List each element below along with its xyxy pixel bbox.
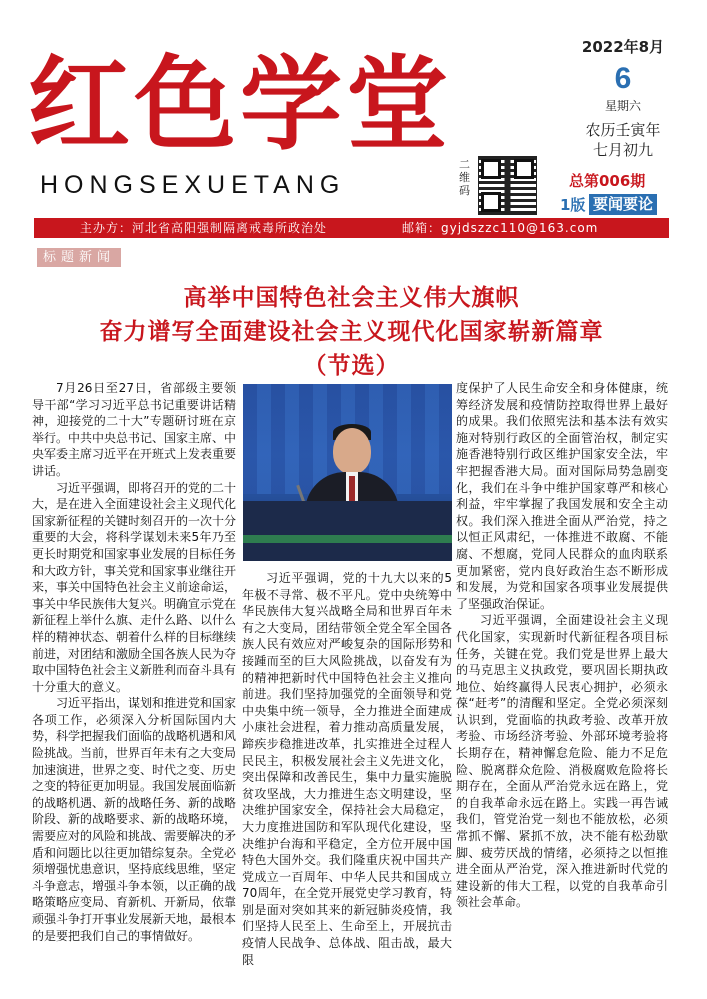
masthead-pinyin: HONGSEXUETANG xyxy=(40,171,346,199)
paragraph: 习近平强调，即将召开的党的二十大，是在进入全面建设社会主义现代化国家新征程的关键时刻召开的一次十分重要的大会，将科学谋划未来5年乃至更长时期党和国家事业发展的目标任务和大政方针，事关党和国家事业继往开来，事关中国特色社会主义前途命运，事关中华民族伟大复兴。明确宣示党在新征程上举什么旗、走什么路、以什么样的精神状态、朝着什么样的目标继续前进，对团结和激励全国各族人民为夺取中国特色社会主义新胜利而奋斗具有十分重大的意义。 xyxy=(32,480,237,694)
sponsor-text: 主办方：河北省高阳强制隔离戒毒所政治处 xyxy=(80,221,328,235)
lunar-date: 七月初九 xyxy=(592,141,653,159)
paragraph: 习近平强调，全面建设社会主义现代化国家，实现新时代新征程各项目标任务，关键在党。我们党是世界上最大的马克思主义执政党，要巩固长期执政地位、始终赢得人民衷心拥护，必须永葆“赶考”的清醒和坚定。全党必须深刻认识到，党面临的执政考验、改革开放考验、市场经济考验、外部环境考验将长期存在，精神懈怠危险、能力不足危险、脱离群众危险、消极腐败危险将长期存在，全面从严治党永远在路上，党的自我革命永远在路上。实践一再告诫我们，管党治党一刻也不能放松，必须常抓不懈、紧抓不放，决不能有松劲歇脚、疲劳厌战的情绪，必须持之以恒推进全面从严治党，深入推进新时代党的建设新的伟大工程，以党的自我革命引领社会革命。 xyxy=(456,613,668,910)
paragraph: 习近平指出，谋划和推进党和国家各项工作，必须深入分析国际国内大势，科学把握我们面临的战略机遇和风险挑战。当前，世界百年未有之大变局加速演进，世界之变、时代之变、历史之变的特征更加明显。我国发展面临新的战略机遇、新的战略任务、新的战略阶段、新的战略要求、新的战略环境，需要应对的风险和挑战、需要解决的矛盾和问题比以往更加错综复杂。全党必须增强忧患意识，坚持底线思维，坚定斗争意志，增强斗争本领，以正确的战略策略应变局、育新机、开新局，依靠顽强斗争打开事业发展新天地，最根本的是要把我们自己的事情做好。 xyxy=(32,696,237,943)
portrait-photo xyxy=(243,384,452,561)
masthead-title: 红色学堂 xyxy=(28,45,452,165)
weekday: 星期六 xyxy=(604,99,641,113)
paragraph: 习近平强调，党的十九大以来的5年极不寻常、极不平凡。党中央统筹中华民族伟大复兴战略全局和世界百年未有之大变局，团结带领全党全军全国各族人民有效应对严峻复杂的国际形势和接踵而至的巨大风险挑战，以奋发有为的精神把新时代中国特色社会主义推向前进。我们坚持加强党的全面领导和党中央集中统一领导，全力推进全面建成小康社会进程，着力推动高质量发展，蹄疾步稳推进改革，扎实推进全过程人民民主，积极发展社会主义先进文化，突出保障和改善民生，集中力量实施脱贫攻坚战，大力推进生态文明建设，坚决维护国家安全，保持社会大局稳定，大力度推进国防和军队现代化建设，坚决维护台海和平稳定，全方位开展中国特色大国外交。我们隆重庆祝中国共产党成立一百周年、中华人民共和国成立70周年，在全党开展党史学习教育，特别是面对突如其来的新冠肺炎疫情，我们坚持人民至上、生命至上，开展抗击疫情人民战争、总体战、阻击战，最大限 xyxy=(242,571,452,967)
date-year-month: 2022年8月 xyxy=(581,38,665,56)
headline-line-1: 高举中国特色社会主义伟大旗帜 xyxy=(183,285,520,311)
headline-line-3: （节选） xyxy=(303,353,400,379)
email-text: 邮箱：gyjdszzc110@163.com xyxy=(402,221,599,235)
paragraph: 度保护了人民生命安全和身体健康，统筹经济发展和疫情防控取得世界上最好的成果。我们依照宪法和基本法有效实施对特别行政区的全面管治权，制定实施香港特别行政区维护国家安全法，牢牢把握香港大局。面对国际局势急剧变化，我们在斗争中维护国家尊严和核心利益，牢牢掌握了我国发展和安全主动权。我们深入推进全面从严治党，持之以恒正风肃纪，一体推进不敢腐、不能腐、不想腐，党同人民群众的血肉联系更加紧密，党内良好政治生态不断形成和发展，为党和国家各项事业发展提供了坚强政治保证。 xyxy=(456,381,668,611)
paragraph: 7月26日至27日，省部级主要领导干部“学习习近平总书记重要讲话精神，迎接党的二十大”专题研讨班在京举行。中共中央总书记、国家主席、中央军委主席习近平在开班式上发表重要讲话。 xyxy=(32,381,237,478)
article-column-left xyxy=(32,380,236,944)
date-block xyxy=(568,36,678,160)
qr-code-icon xyxy=(478,156,537,215)
qr-label: 二维码 xyxy=(459,158,470,197)
issue-number: 总第006期 xyxy=(569,172,646,190)
section-tag: 要闻要论 xyxy=(589,194,657,215)
headline-line-2: 奋力谱写全面建设社会主义现代化国家崭新篇章 xyxy=(99,319,604,345)
column-tag: 标题新闻 xyxy=(37,248,121,267)
info-bar xyxy=(34,218,669,238)
article-column-right xyxy=(456,380,668,911)
article-column-middle xyxy=(242,570,452,968)
date-day: 6 xyxy=(614,62,632,95)
lunar-year: 农历壬寅年 xyxy=(585,121,661,139)
edition-number: 1版 xyxy=(560,196,586,214)
